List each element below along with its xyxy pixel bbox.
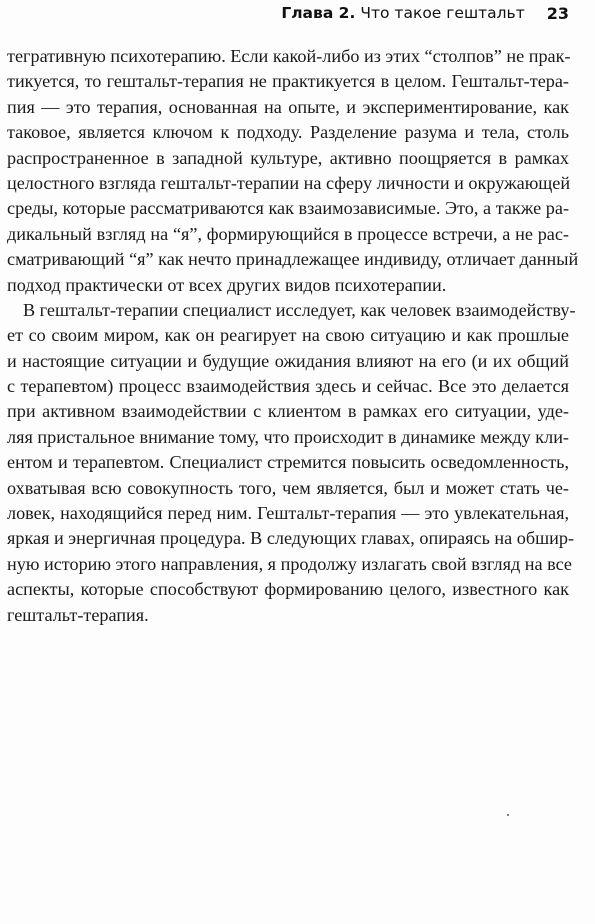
- text-line: ентом и терапевтом. Специалист стремится повысить осведомленность,: [7, 452, 569, 473]
- text-line: с терапевтом) процесс взаимодействия здесь и сейчас. Все это делается: [7, 376, 569, 397]
- text-line: среды, которые рассматриваются как взаимозависимые. Это, а также ра-: [7, 198, 569, 219]
- text-line: тегративную психотерапию. Если какой-либо из этих “столпов” не прак-: [7, 46, 571, 66]
- text-line: ет со своим миром, как он реагирует на свою ситуацию и как прошлые: [7, 325, 569, 346]
- text-line: аспекты, которые способствуют формированию целого, известного как: [7, 579, 569, 600]
- paragraph: [7, 298, 576, 628]
- text-line: В гештальт-терапии специалист исследует, как человек взаимодейству-: [23, 299, 576, 320]
- chapter-title: Что такое гештальт: [360, 4, 525, 22]
- text-line: распространенное в западной культуре, активно поощряется в рамках: [7, 147, 569, 168]
- text-line: подход практически от всех других видов психотерапии.: [7, 274, 447, 295]
- page-number: 23: [546, 3, 569, 23]
- body-text: [7, 44, 579, 628]
- text-line: при активном взаимодействии с клиентом в рамках его ситуации, уде-: [7, 401, 569, 422]
- text-line: тикуется, то гештальт-терапия не практикуется в целом. Гештальт-тера-: [7, 71, 569, 92]
- text-line: целостного взгляда гештальт-терапии на сферу личности и окружающей: [7, 172, 571, 193]
- paragraph: [7, 44, 579, 298]
- running-header: [281, 0, 569, 26]
- text-line: таковое, является ключом к подходу. Разделение разума и тела, столь: [7, 122, 569, 143]
- text-line: дикальный взгляд на “я”, формирующийся в процессе встречи, а не рас-: [7, 223, 569, 244]
- text-line: пия — это терапия, основанная на опыте, и экспериментирование, как: [7, 96, 569, 117]
- text-line: ляя пристальное внимание тому, что происходит в динамике между кли-: [7, 426, 569, 447]
- text-line: и настоящие ситуации и будущие ожидания влияют на его (и их общий: [7, 350, 569, 371]
- text-line: ловек, находящийся перед ним. Гештальт-терапия — это увлекательная,: [7, 503, 569, 524]
- chapter-label: Глава 2.: [281, 4, 356, 22]
- text-line: яркая и энергичная процедура. В следующих главах, опираясь на обшир-: [7, 528, 574, 549]
- text-line: сматривающий “я” как нечто принадлежащее индивиду, отличает данный: [7, 249, 579, 270]
- text-line: гештальт-терапия.: [7, 604, 149, 625]
- print-speck: [507, 814, 509, 816]
- text-line: ную историю этого направления, я продолжу излагать свой взгляд на все: [7, 553, 572, 574]
- text-line: охватывая всю совокупность того, чем является, был и может стать че-: [7, 477, 569, 498]
